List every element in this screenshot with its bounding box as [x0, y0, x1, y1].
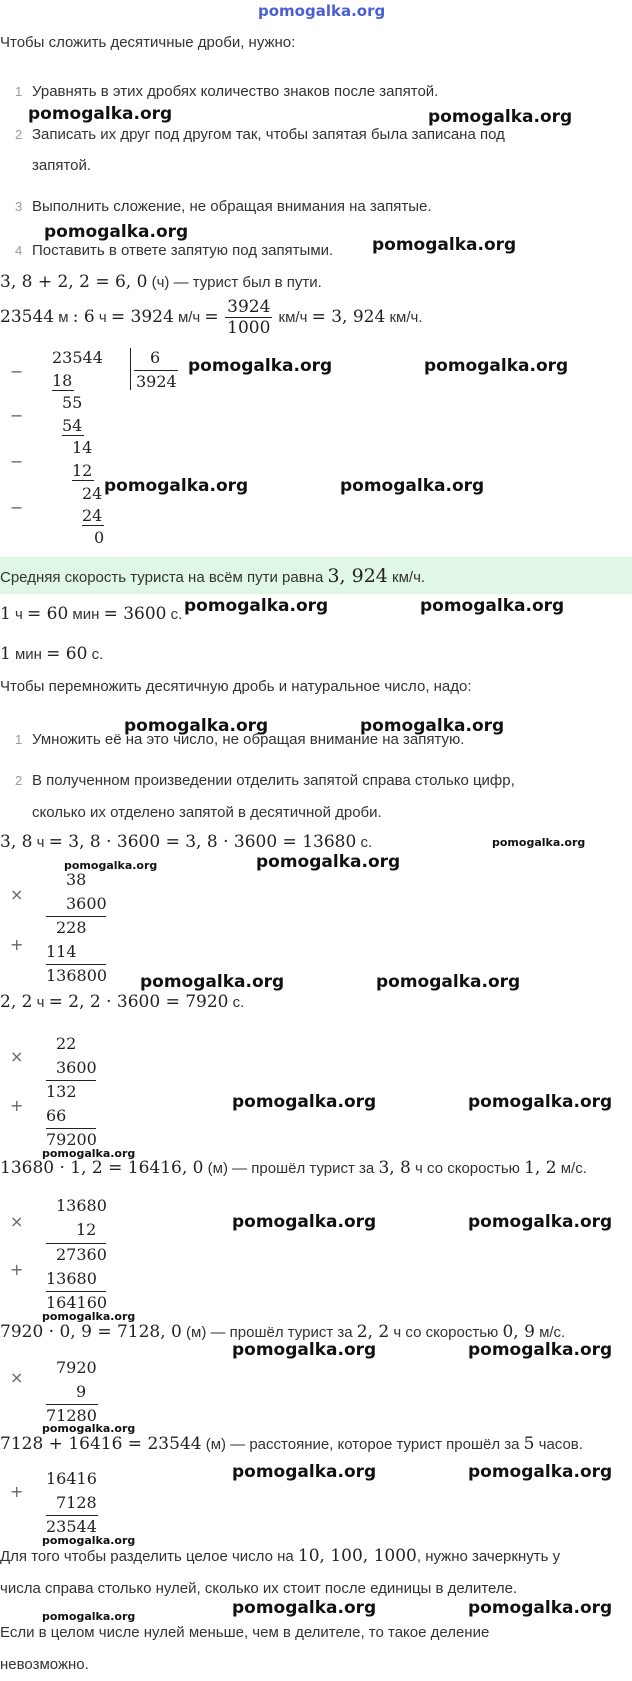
factor: 13680 — [56, 1196, 107, 1215]
equation-unit: ч — [94, 309, 111, 326]
times-sign: × — [10, 1212, 24, 1231]
equation-math: = 3924 — [110, 307, 174, 327]
watermark: pomogalka.org — [140, 972, 285, 992]
equation-unit: км/ч — [274, 309, 312, 326]
equation-total-distance — [0, 1434, 583, 1454]
equation-math: = 3, 8 · 3600 = 3, 8 · 3600 = 13680 — [48, 832, 357, 852]
minus-sign: − — [10, 498, 24, 517]
watermark: pomogalka.org — [420, 596, 565, 616]
result-math: 3, 924 — [327, 565, 388, 587]
division-rule-continuation: числа справа столько нулей, сколько их стоит после единицы в делителе. — [0, 1580, 518, 1597]
rule-math: 10, 100, 1000 — [297, 1546, 417, 1566]
product-line — [46, 964, 106, 965]
watermark: pomogalka.org — [28, 104, 173, 124]
equation-math: = — [204, 307, 219, 327]
watermark: pomogalka.org — [42, 1147, 136, 1160]
fraction-denominator: 1000 — [227, 318, 271, 339]
step-line — [72, 480, 94, 481]
equation-unit: мин — [10, 646, 47, 663]
equation-math: 23544 — [0, 307, 55, 327]
equation-math: 1 — [0, 644, 11, 664]
equation-unit: м — [54, 309, 73, 326]
equation-unit: с. — [356, 834, 373, 851]
equation-distance-1 — [0, 1158, 587, 1178]
equation-math: 13680 · 1, 2 = 16416, 0 — [0, 1158, 204, 1178]
watermark: pomogalka.org — [104, 476, 249, 496]
list-number: 2 — [15, 773, 23, 788]
partial-product: 132 — [46, 1082, 77, 1101]
equation-unit: (ч) — [147, 274, 170, 291]
division-step: 54 — [62, 416, 83, 435]
product-line — [46, 1291, 106, 1292]
equation-math: = 60 — [46, 644, 88, 664]
list-number: 2 — [15, 127, 23, 142]
equation-unit: км/ч. — [385, 309, 423, 326]
plus-sign: + — [10, 935, 24, 954]
equation-time-total — [0, 272, 322, 292]
product-line — [46, 1404, 98, 1405]
watermark: pomogalka.org — [468, 1462, 613, 1482]
list-number: 1 — [15, 732, 23, 747]
equation-unit: ч — [32, 994, 49, 1011]
times-sign: × — [10, 885, 24, 904]
watermark: pomogalka.org — [64, 859, 158, 872]
equation-text: ч со скоростью — [389, 1324, 503, 1341]
watermark: pomogalka.org — [468, 1598, 613, 1618]
equation-math: 3, 8 — [378, 1158, 411, 1178]
watermark: pomogalka.org — [468, 1092, 613, 1112]
watermark: pomogalka.org — [44, 222, 189, 242]
equation-time-1 — [0, 832, 372, 852]
equation-math: 3, 8 + 2, 2 = 6, 0 — [0, 272, 148, 292]
equation-unit: с. — [166, 606, 183, 623]
fraction-numerator: 3924 — [227, 297, 271, 318]
equation-hour — [0, 604, 182, 624]
watermark: pomogalka.org — [42, 1534, 136, 1547]
equation-unit: мин — [68, 606, 104, 623]
equation-unit: с. — [228, 994, 245, 1011]
intro-multiplication: Чтобы перемножить десятичную дробь и натуральное число, надо: — [0, 678, 472, 695]
equation-distance-2 — [0, 1322, 565, 1342]
division-step: 12 — [72, 461, 93, 480]
equation-text: часов. — [534, 1436, 583, 1453]
watermark: pomogalka.org — [232, 1462, 377, 1482]
product-line — [46, 1080, 96, 1081]
factor: 3600 — [66, 894, 107, 913]
equation-math: 0, 9 — [502, 1322, 535, 1342]
equation-unit: м/с. — [534, 1324, 566, 1341]
addend: 7128 — [56, 1493, 97, 1512]
equation-unit: м/ч — [173, 309, 205, 326]
list-item-continuation: сколько их отделено запятой в десятичной дроби. — [32, 804, 382, 821]
watermark: pomogalka.org — [468, 1340, 613, 1360]
watermark: pomogalka.org — [340, 476, 485, 496]
intro-addition: Чтобы сложить десятичные дроби, нужно: — [0, 34, 296, 51]
equation-math: 3, 8 — [0, 832, 33, 852]
partial-product: 13680 — [46, 1269, 97, 1288]
divisor: 6 — [150, 348, 161, 367]
product: 79200 — [46, 1130, 97, 1149]
list-item: В полученном произведении отделить запятой справа столько цифр, — [32, 772, 515, 789]
equation-math: 1, 2 — [524, 1158, 557, 1178]
dividend: 23544 — [52, 348, 103, 367]
result-average-speed — [0, 565, 425, 587]
equation-text: (м) — прошёл турист за — [181, 1324, 357, 1341]
equation-unit: м/с. — [556, 1160, 587, 1177]
equation-unit: ч — [32, 834, 49, 851]
watermark: pomogalka.org — [232, 1092, 377, 1112]
equation-minute — [0, 644, 103, 664]
watermark: pomogalka.org — [42, 1422, 136, 1435]
equation-math: : 6 — [72, 307, 95, 327]
division-rule-exception: Если в целом числе нулей меньше, чем в делителе, то такое деление — [0, 1624, 490, 1641]
factor: 12 — [76, 1220, 97, 1239]
list-item: Выполнить сложение, не обращая внимания на запятые. — [32, 198, 432, 215]
equation-math: 7920 · 0, 9 = 7128, 0 — [0, 1322, 182, 1342]
watermark: pomogalka.org — [42, 1310, 136, 1323]
product: 71280 — [46, 1406, 97, 1425]
product: 136800 — [46, 966, 108, 985]
equation-unit: ч — [10, 606, 27, 623]
rule-text: , нужно зачеркнуть у — [416, 1548, 561, 1565]
list-item-continuation: запятой. — [32, 157, 92, 174]
factor: 7920 — [56, 1358, 97, 1377]
product-line — [46, 1243, 106, 1244]
minus-sign: − — [10, 362, 24, 381]
product-line — [46, 916, 106, 917]
watermark: pomogalka.org — [184, 596, 329, 616]
division-step: 55 — [62, 393, 83, 412]
equation-text: — турист был в пути. — [169, 274, 322, 291]
watermark: pomogalka.org — [492, 836, 586, 849]
division-bar — [130, 348, 131, 390]
addend: 16416 — [46, 1469, 97, 1488]
list-number: 3 — [15, 199, 23, 214]
step-line — [62, 435, 84, 436]
watermark: pomogalka.org — [42, 1610, 136, 1623]
division-step: 24 — [82, 506, 103, 525]
plus-sign: + — [10, 1096, 24, 1115]
list-item: Уравнять в этих дробях количество знаков после запятой. — [32, 83, 439, 100]
division-step: 14 — [72, 438, 93, 457]
equation-unit: с. — [87, 646, 104, 663]
watermark: pomogalka.org — [232, 1598, 377, 1618]
division-rule — [0, 1546, 560, 1566]
equation-speed — [0, 296, 423, 339]
step-line — [82, 525, 104, 526]
equation-text: (м) — прошёл турист за — [203, 1160, 379, 1177]
equation-time-2 — [0, 992, 244, 1012]
equation-math: = 3600 — [103, 604, 167, 624]
step-line — [52, 390, 74, 391]
quotient: 3924 — [136, 372, 177, 391]
partial-product: 114 — [46, 942, 77, 961]
minus-sign: − — [10, 406, 24, 425]
times-sign: × — [10, 1047, 24, 1066]
equation-math: 5 — [523, 1434, 535, 1454]
equation-math: 7128 + 16416 = 23544 — [0, 1434, 202, 1454]
watermark: pomogalka.org — [232, 1212, 377, 1232]
watermark: pomogalka.org — [124, 716, 269, 736]
watermark: pomogalka.org — [424, 356, 569, 376]
list-number: 4 — [15, 243, 23, 258]
equation-math: 1 — [0, 604, 11, 624]
watermark: pomogalka.org — [376, 972, 521, 992]
watermark: pomogalka.org — [232, 1340, 377, 1360]
factor: 38 — [66, 870, 87, 889]
watermark: pomogalka.org — [468, 1212, 613, 1232]
equation-text: ч со скоростью — [410, 1160, 525, 1177]
partial-product: 228 — [56, 918, 87, 937]
partial-product: 27360 — [56, 1245, 107, 1264]
equation-math: = 60 — [26, 604, 69, 624]
equation-math: 2, 2 — [0, 992, 33, 1012]
division-step: 24 — [82, 484, 103, 503]
sum-line — [46, 1515, 98, 1516]
watermark: pomogalka.org — [188, 356, 333, 376]
site-header[interactable]: pomogalka.org — [258, 2, 386, 20]
quotient-line — [134, 370, 178, 371]
division-step: 18 — [52, 371, 73, 390]
equation-text: (м) — расстояние, которое турист прошёл за — [201, 1436, 524, 1453]
result-text: Средняя скорость туриста на всём пути равна — [0, 569, 328, 586]
division-step: 0 — [94, 528, 105, 547]
list-item: Умножить её на это число, не обращая внимание на запятую. — [32, 731, 465, 748]
watermark: pomogalka.org — [360, 716, 505, 736]
fraction — [225, 297, 272, 338]
times-sign: × — [10, 1368, 24, 1387]
product-line — [46, 1128, 96, 1129]
plus-sign: + — [10, 1260, 24, 1279]
equation-math: = 2, 2 · 3600 = 7920 — [48, 992, 229, 1012]
list-number: 1 — [15, 84, 23, 99]
rule-text: Для того чтобы разделить целое число на — [0, 1548, 298, 1565]
product: 164160 — [46, 1293, 108, 1312]
factor: 3600 — [56, 1058, 97, 1077]
sum: 23544 — [46, 1517, 97, 1536]
factor: 9 — [76, 1382, 87, 1401]
division-rule-exception-continuation: невозможно. — [0, 1656, 89, 1673]
plus-sign: + — [10, 1482, 24, 1501]
list-item: Записать их друг под другом так, чтобы запятая была записана под — [32, 126, 505, 143]
equation-math: = 3, 924 — [311, 307, 386, 327]
watermark: pomogalka.org — [428, 107, 573, 127]
equation-math: 2, 2 — [356, 1322, 390, 1342]
result-unit: км/ч. — [387, 569, 426, 586]
minus-sign: − — [10, 452, 24, 471]
partial-product: 66 — [46, 1106, 67, 1125]
watermark: pomogalka.org — [372, 235, 517, 255]
watermark: pomogalka.org — [256, 852, 401, 872]
list-item: Поставить в ответе запятую под запятыми. — [32, 242, 334, 259]
factor: 22 — [56, 1034, 77, 1053]
